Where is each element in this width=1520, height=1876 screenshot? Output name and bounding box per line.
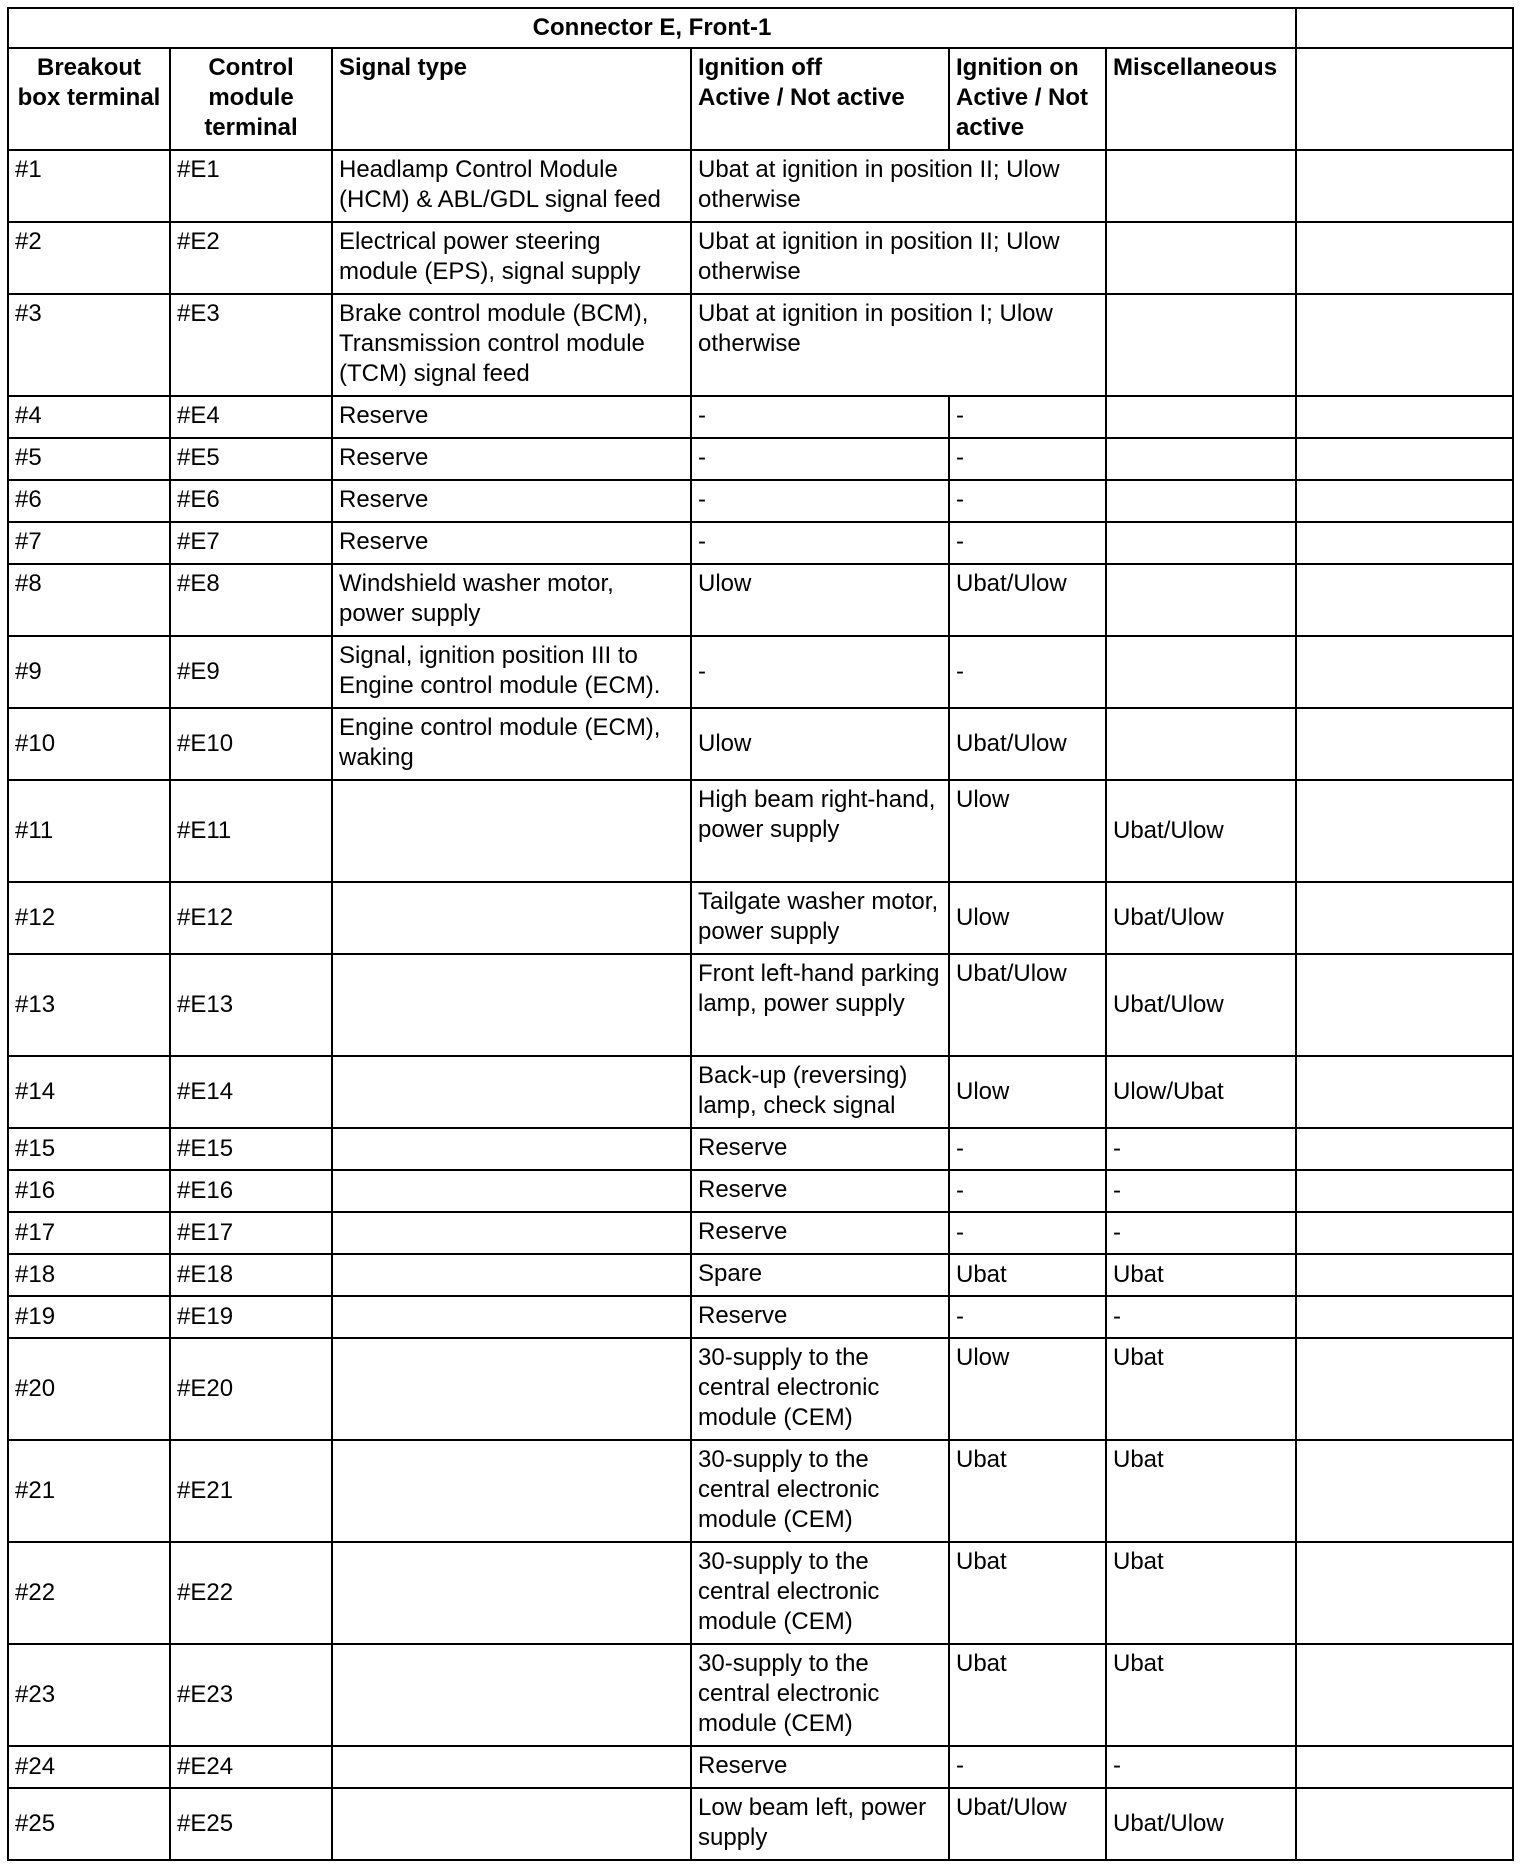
signal-type-cell bbox=[332, 954, 691, 1056]
breakout-terminal-cell: #21 bbox=[8, 1440, 170, 1542]
signal-type-cell bbox=[332, 1542, 691, 1644]
table-row bbox=[8, 1338, 1513, 1440]
miscellaneous-cell bbox=[1106, 222, 1296, 294]
table-row bbox=[8, 438, 1513, 480]
ignition-on-cell: Ubat/Ulow bbox=[949, 564, 1106, 636]
breakout-terminal-cell: #9 bbox=[8, 636, 170, 708]
control-module-terminal-cell: #E7 bbox=[170, 522, 332, 564]
ignition-on-cell: Ubat/Ulow bbox=[949, 708, 1106, 780]
ignition-combined-cell: Ubat at ignition in position II; Ulow otherwise bbox=[691, 222, 1106, 294]
miscellaneous-cell: Ubat/Ulow bbox=[1106, 1788, 1296, 1860]
signal-type-cell: Electrical power steering module (EPS), signal supply bbox=[332, 222, 691, 294]
ignition-off-cell: 30-supply to the central electronic module (CEM) bbox=[691, 1644, 949, 1746]
miscellaneous-cell: - bbox=[1106, 1170, 1296, 1212]
ignition-off-cell: - bbox=[691, 438, 949, 480]
blank-cell bbox=[1296, 1170, 1513, 1212]
table-row bbox=[8, 1128, 1513, 1170]
control-module-terminal-cell: #E10 bbox=[170, 708, 332, 780]
control-module-terminal-cell: #E2 bbox=[170, 222, 332, 294]
blank-cell bbox=[1296, 522, 1513, 564]
ignition-on-cell: Ulow bbox=[949, 780, 1106, 882]
blank-cell bbox=[1296, 396, 1513, 438]
table-row bbox=[8, 708, 1513, 780]
ignition-on-cell: - bbox=[949, 1170, 1106, 1212]
signal-type-cell: Engine control module (ECM), waking bbox=[332, 708, 691, 780]
ignition-combined-cell: Ubat at ignition in position I; Ulow otherwise bbox=[691, 294, 1106, 396]
miscellaneous-cell: - bbox=[1106, 1746, 1296, 1788]
ignition-off-cell: Back-up (reversing) lamp, check signal bbox=[691, 1056, 949, 1128]
signal-type-cell bbox=[332, 1440, 691, 1542]
blank-cell bbox=[1296, 882, 1513, 954]
control-module-terminal-cell: #E24 bbox=[170, 1746, 332, 1788]
control-module-terminal-cell: #E11 bbox=[170, 780, 332, 882]
breakout-terminal-cell: #13 bbox=[8, 954, 170, 1056]
header-row bbox=[8, 48, 1513, 150]
ignition-on-cell: Ubat bbox=[949, 1440, 1106, 1542]
breakout-terminal-cell: #11 bbox=[8, 780, 170, 882]
ignition-on-cell: Ubat bbox=[949, 1644, 1106, 1746]
table-row bbox=[8, 522, 1513, 564]
breakout-terminal-cell: #1 bbox=[8, 150, 170, 222]
ignition-on-cell: Ulow bbox=[949, 1338, 1106, 1440]
header-ignition-on: Ignition on Active / Not active bbox=[949, 48, 1106, 150]
ignition-combined-cell: Ubat at ignition in position II; Ulow otherwise bbox=[691, 150, 1106, 222]
blank-cell bbox=[1296, 1440, 1513, 1542]
control-module-terminal-cell: #E4 bbox=[170, 396, 332, 438]
table-row bbox=[8, 294, 1513, 396]
ignition-on-cell: Ulow bbox=[949, 1056, 1106, 1128]
miscellaneous-cell bbox=[1106, 480, 1296, 522]
ignition-on-cell: - bbox=[949, 1746, 1106, 1788]
signal-type-cell: Reserve bbox=[332, 438, 691, 480]
miscellaneous-cell: Ubat/Ulow bbox=[1106, 780, 1296, 882]
table-title: Connector E, Front-1 bbox=[8, 8, 1296, 48]
miscellaneous-cell bbox=[1106, 150, 1296, 222]
miscellaneous-cell bbox=[1106, 522, 1296, 564]
control-module-terminal-cell: #E6 bbox=[170, 480, 332, 522]
blank-cell bbox=[1296, 954, 1513, 1056]
control-module-terminal-cell: #E20 bbox=[170, 1338, 332, 1440]
header-control: Control module terminal bbox=[170, 48, 332, 150]
control-module-terminal-cell: #E16 bbox=[170, 1170, 332, 1212]
table-row bbox=[8, 396, 1513, 438]
ignition-off-cell: - bbox=[691, 396, 949, 438]
ignition-on-cell: - bbox=[949, 480, 1106, 522]
control-module-terminal-cell: #E25 bbox=[170, 1788, 332, 1860]
control-module-terminal-cell: #E23 bbox=[170, 1644, 332, 1746]
control-module-terminal-cell: #E8 bbox=[170, 564, 332, 636]
control-module-terminal-cell: #E19 bbox=[170, 1296, 332, 1338]
table-row bbox=[8, 1644, 1513, 1746]
signal-type-cell: Headlamp Control Module (HCM) & ABL/GDL signal feed bbox=[332, 150, 691, 222]
control-module-terminal-cell: #E21 bbox=[170, 1440, 332, 1542]
blank-cell bbox=[1296, 636, 1513, 708]
blank-cell bbox=[1296, 1542, 1513, 1644]
signal-type-cell: Windshield washer motor, power supply bbox=[332, 564, 691, 636]
miscellaneous-cell bbox=[1106, 294, 1296, 396]
breakout-terminal-cell: #3 bbox=[8, 294, 170, 396]
table-row bbox=[8, 780, 1513, 882]
breakout-terminal-cell: #7 bbox=[8, 522, 170, 564]
ignition-off-cell: Low beam left, power supply bbox=[691, 1788, 949, 1860]
header-breakout: Breakout box terminal bbox=[8, 48, 170, 150]
breakout-terminal-cell: #19 bbox=[8, 1296, 170, 1338]
ignition-off-cell: Spare bbox=[691, 1254, 949, 1296]
breakout-terminal-cell: #24 bbox=[8, 1746, 170, 1788]
header-signal: Signal type bbox=[332, 48, 691, 150]
control-module-terminal-cell: #E15 bbox=[170, 1128, 332, 1170]
blank-cell bbox=[1296, 480, 1513, 522]
connector-table-document bbox=[7, 7, 1514, 1861]
ignition-on-cell: - bbox=[949, 636, 1106, 708]
table-row bbox=[8, 1212, 1513, 1254]
breakout-terminal-cell: #22 bbox=[8, 1542, 170, 1644]
signal-type-cell bbox=[332, 780, 691, 882]
miscellaneous-cell: Ubat/Ulow bbox=[1106, 882, 1296, 954]
breakout-terminal-cell: #15 bbox=[8, 1128, 170, 1170]
signal-type-cell bbox=[332, 1644, 691, 1746]
ignition-on-cell: Ubat/Ulow bbox=[949, 954, 1106, 1056]
ignition-on-cell: Ulow bbox=[949, 882, 1106, 954]
blank-cell bbox=[1296, 1254, 1513, 1296]
blank-cell bbox=[1296, 438, 1513, 480]
ignition-on-cell: Ubat/Ulow bbox=[949, 1788, 1106, 1860]
control-module-terminal-cell: #E5 bbox=[170, 438, 332, 480]
blank-cell bbox=[1296, 708, 1513, 780]
signal-type-cell bbox=[332, 1128, 691, 1170]
ignition-off-cell: - bbox=[691, 636, 949, 708]
signal-type-cell bbox=[332, 882, 691, 954]
ignition-off-cell: 30-supply to the central electronic module (CEM) bbox=[691, 1338, 949, 1440]
blank-cell bbox=[1296, 1644, 1513, 1746]
breakout-terminal-cell: #5 bbox=[8, 438, 170, 480]
breakout-terminal-cell: #8 bbox=[8, 564, 170, 636]
blank-cell bbox=[1296, 1788, 1513, 1860]
ignition-off-cell: Reserve bbox=[691, 1212, 949, 1254]
ignition-off-cell: Reserve bbox=[691, 1170, 949, 1212]
table-row bbox=[8, 1170, 1513, 1212]
signal-type-cell: Reserve bbox=[332, 480, 691, 522]
control-module-terminal-cell: #E22 bbox=[170, 1542, 332, 1644]
ignition-on-cell: - bbox=[949, 396, 1106, 438]
signal-type-cell bbox=[332, 1254, 691, 1296]
ignition-on-cell: - bbox=[949, 522, 1106, 564]
blank-cell bbox=[1296, 222, 1513, 294]
miscellaneous-cell: Ubat bbox=[1106, 1254, 1296, 1296]
blank-cell bbox=[1296, 564, 1513, 636]
breakout-terminal-cell: #20 bbox=[8, 1338, 170, 1440]
miscellaneous-cell: - bbox=[1106, 1212, 1296, 1254]
header-miscellaneous: Miscellaneous bbox=[1106, 48, 1296, 150]
signal-type-cell bbox=[332, 1788, 691, 1860]
breakout-terminal-cell: #14 bbox=[8, 1056, 170, 1128]
table-row bbox=[8, 1296, 1513, 1338]
blank-cell bbox=[1296, 1212, 1513, 1254]
signal-type-cell bbox=[332, 1212, 691, 1254]
signal-type-cell bbox=[332, 1746, 691, 1788]
miscellaneous-cell: Ubat bbox=[1106, 1644, 1296, 1746]
table-row bbox=[8, 1056, 1513, 1128]
blank-cell bbox=[1296, 150, 1513, 222]
miscellaneous-cell bbox=[1106, 636, 1296, 708]
miscellaneous-cell: - bbox=[1106, 1296, 1296, 1338]
breakout-terminal-cell: #25 bbox=[8, 1788, 170, 1860]
table-row bbox=[8, 150, 1513, 222]
table-row bbox=[8, 564, 1513, 636]
ignition-off-cell: 30-supply to the central electronic module (CEM) bbox=[691, 1440, 949, 1542]
blank-cell bbox=[1296, 294, 1513, 396]
signal-type-cell: Reserve bbox=[332, 396, 691, 438]
breakout-terminal-cell: #18 bbox=[8, 1254, 170, 1296]
table-row bbox=[8, 222, 1513, 294]
ignition-on-cell: - bbox=[949, 1296, 1106, 1338]
signal-type-cell: Reserve bbox=[332, 522, 691, 564]
ignition-off-cell: 30-supply to the central electronic module (CEM) bbox=[691, 1542, 949, 1644]
control-module-terminal-cell: #E9 bbox=[170, 636, 332, 708]
breakout-terminal-cell: #16 bbox=[8, 1170, 170, 1212]
ignition-off-cell: Reserve bbox=[691, 1296, 949, 1338]
ignition-off-cell: Ulow bbox=[691, 564, 949, 636]
table-row bbox=[8, 1788, 1513, 1860]
ignition-on-cell: - bbox=[949, 1128, 1106, 1170]
table-row bbox=[8, 480, 1513, 522]
signal-type-cell bbox=[332, 1170, 691, 1212]
control-module-terminal-cell: #E1 bbox=[170, 150, 332, 222]
table-row bbox=[8, 882, 1513, 954]
miscellaneous-cell: Ubat bbox=[1106, 1338, 1296, 1440]
breakout-terminal-cell: #23 bbox=[8, 1644, 170, 1746]
signal-type-cell: Brake control module (BCM), Transmission control module (TCM) signal feed bbox=[332, 294, 691, 396]
signal-type-cell: Signal, ignition position III to Engine control module (ECM). bbox=[332, 636, 691, 708]
blank-cell bbox=[1296, 1128, 1513, 1170]
blank-cell bbox=[1296, 1746, 1513, 1788]
ignition-off-cell: Reserve bbox=[691, 1746, 949, 1788]
control-module-terminal-cell: #E14 bbox=[170, 1056, 332, 1128]
ignition-on-cell: Ubat bbox=[949, 1542, 1106, 1644]
control-module-terminal-cell: #E12 bbox=[170, 882, 332, 954]
breakout-terminal-cell: #10 bbox=[8, 708, 170, 780]
miscellaneous-cell: Ubat bbox=[1106, 1440, 1296, 1542]
connector-table bbox=[7, 7, 1514, 1861]
ignition-on-cell: - bbox=[949, 1212, 1106, 1254]
control-module-terminal-cell: #E17 bbox=[170, 1212, 332, 1254]
table-row bbox=[8, 1254, 1513, 1296]
miscellaneous-cell bbox=[1106, 396, 1296, 438]
breakout-terminal-cell: #2 bbox=[8, 222, 170, 294]
table-row bbox=[8, 954, 1513, 1056]
title-row bbox=[8, 8, 1513, 48]
breakout-terminal-cell: #17 bbox=[8, 1212, 170, 1254]
breakout-terminal-cell: #12 bbox=[8, 882, 170, 954]
control-module-terminal-cell: #E3 bbox=[170, 294, 332, 396]
blank-cell bbox=[1296, 1296, 1513, 1338]
ignition-off-cell: Ulow bbox=[691, 708, 949, 780]
signal-type-cell bbox=[332, 1296, 691, 1338]
header-ignition-off: Ignition off Active / Not active bbox=[691, 48, 949, 150]
blank-cell bbox=[1296, 1056, 1513, 1128]
signal-type-cell bbox=[332, 1056, 691, 1128]
signal-type-cell bbox=[332, 1338, 691, 1440]
breakout-terminal-cell: #6 bbox=[8, 480, 170, 522]
miscellaneous-cell: Ulow/Ubat bbox=[1106, 1056, 1296, 1128]
ignition-off-cell: Front left-hand parking lamp, power supply bbox=[691, 954, 949, 1056]
ignition-off-cell: High beam right-hand, power supply bbox=[691, 780, 949, 882]
table-body bbox=[8, 150, 1513, 1860]
blank-cell bbox=[1296, 1338, 1513, 1440]
ignition-off-cell: - bbox=[691, 480, 949, 522]
ignition-off-cell: - bbox=[691, 522, 949, 564]
control-module-terminal-cell: #E18 bbox=[170, 1254, 332, 1296]
control-module-terminal-cell: #E13 bbox=[170, 954, 332, 1056]
ignition-on-cell: Ubat bbox=[949, 1254, 1106, 1296]
miscellaneous-cell bbox=[1106, 564, 1296, 636]
blank-cell bbox=[1296, 780, 1513, 882]
table-row bbox=[8, 1440, 1513, 1542]
breakout-terminal-cell: #4 bbox=[8, 396, 170, 438]
blank-header-cell bbox=[1296, 8, 1513, 48]
table-row bbox=[8, 636, 1513, 708]
ignition-off-cell: Reserve bbox=[691, 1128, 949, 1170]
ignition-off-cell: Tailgate washer motor, power supply bbox=[691, 882, 949, 954]
miscellaneous-cell bbox=[1106, 438, 1296, 480]
miscellaneous-cell bbox=[1106, 708, 1296, 780]
miscellaneous-cell: Ubat/Ulow bbox=[1106, 954, 1296, 1056]
miscellaneous-cell: Ubat bbox=[1106, 1542, 1296, 1644]
ignition-on-cell: - bbox=[949, 438, 1106, 480]
blank-header-cell bbox=[1296, 48, 1513, 150]
miscellaneous-cell: - bbox=[1106, 1128, 1296, 1170]
table-row bbox=[8, 1746, 1513, 1788]
table-row bbox=[8, 1542, 1513, 1644]
